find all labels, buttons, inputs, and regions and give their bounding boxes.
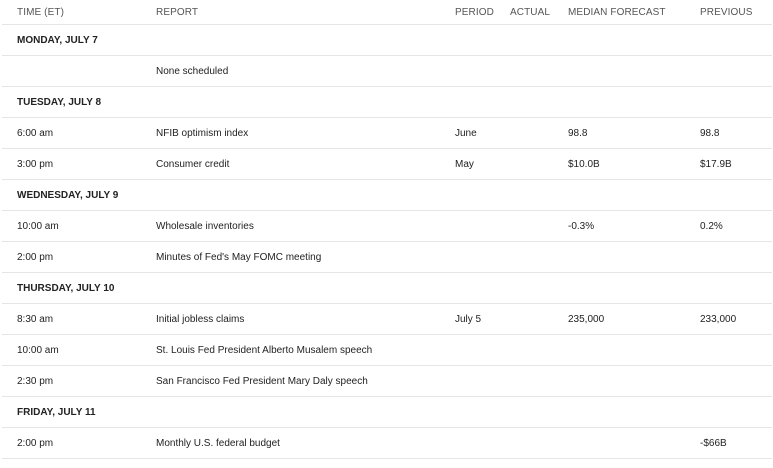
event-median-forecast: -0.3%: [553, 211, 685, 242]
column-header-previous: PREVIOUS: [685, 0, 772, 25]
table-row: [2, 118, 772, 149]
event-period: [440, 56, 495, 87]
event-period: July 5: [440, 304, 495, 335]
event-actual: [495, 211, 553, 242]
event-time: 10:00 am: [2, 211, 141, 242]
event-previous: -$66B: [685, 428, 772, 459]
event-report: Minutes of Fed's May FOMC meeting: [141, 242, 440, 273]
event-actual: [495, 335, 553, 366]
event-median-forecast: [553, 242, 685, 273]
event-report: None scheduled: [141, 56, 440, 87]
table-body: [2, 25, 772, 459]
event-actual: [495, 56, 553, 87]
column-header-time: TIME (ET): [2, 0, 141, 25]
event-report: Monthly U.S. federal budget: [141, 428, 440, 459]
event-period: June: [440, 118, 495, 149]
column-header-report: REPORT: [141, 0, 440, 25]
event-time: 6:00 am: [2, 118, 141, 149]
economic-calendar-table: [2, 0, 772, 459]
event-time: 2:30 pm: [2, 366, 141, 397]
day-label: TUESDAY, JULY 8: [2, 87, 772, 118]
event-report: St. Louis Fed President Alberto Musalem speech: [141, 335, 440, 366]
event-previous: [685, 335, 772, 366]
event-median-forecast: [553, 428, 685, 459]
event-median-forecast: [553, 335, 685, 366]
event-previous: $17.9B: [685, 149, 772, 180]
event-actual: [495, 149, 553, 180]
event-actual: [495, 118, 553, 149]
event-period: [440, 428, 495, 459]
event-period: [440, 211, 495, 242]
day-label: FRIDAY, JULY 11: [2, 397, 772, 428]
event-report: San Francisco Fed President Mary Daly speech: [141, 366, 440, 397]
event-previous: [685, 56, 772, 87]
table-row: [2, 366, 772, 397]
event-previous: [685, 242, 772, 273]
day-header-row: [2, 397, 772, 428]
event-median-forecast: $10.0B: [553, 149, 685, 180]
column-header-median-forecast: MEDIAN FORECAST: [553, 0, 685, 25]
table-row: [2, 56, 772, 87]
table-row: [2, 242, 772, 273]
column-header-actual: ACTUAL: [495, 0, 553, 25]
event-previous: 233,000: [685, 304, 772, 335]
day-label: THURSDAY, JULY 10: [2, 273, 772, 304]
table-header: [2, 0, 772, 25]
event-median-forecast: [553, 56, 685, 87]
event-previous: [685, 366, 772, 397]
event-median-forecast: 98.8: [553, 118, 685, 149]
day-label: MONDAY, JULY 7: [2, 25, 772, 56]
column-header-period: PERIOD: [440, 0, 495, 25]
event-previous: 0.2%: [685, 211, 772, 242]
event-time: 3:00 pm: [2, 149, 141, 180]
event-period: [440, 242, 495, 273]
table-row: [2, 335, 772, 366]
event-report: Consumer credit: [141, 149, 440, 180]
event-median-forecast: 235,000: [553, 304, 685, 335]
event-period: May: [440, 149, 495, 180]
event-report: NFIB optimism index: [141, 118, 440, 149]
event-period: [440, 335, 495, 366]
event-median-forecast: [553, 366, 685, 397]
table-row: [2, 149, 772, 180]
header-row: [2, 0, 772, 25]
event-report: Initial jobless claims: [141, 304, 440, 335]
table-row: [2, 304, 772, 335]
day-header-row: [2, 25, 772, 56]
event-period: [440, 366, 495, 397]
event-time: [2, 56, 141, 87]
day-header-row: [2, 87, 772, 118]
event-report: Wholesale inventories: [141, 211, 440, 242]
event-time: 10:00 am: [2, 335, 141, 366]
event-actual: [495, 366, 553, 397]
table-row: [2, 211, 772, 242]
event-actual: [495, 304, 553, 335]
event-time: 8:30 am: [2, 304, 141, 335]
table-row: [2, 428, 772, 459]
day-label: WEDNESDAY, JULY 9: [2, 180, 772, 211]
event-actual: [495, 428, 553, 459]
event-actual: [495, 242, 553, 273]
event-time: 2:00 pm: [2, 242, 141, 273]
event-time: 2:00 pm: [2, 428, 141, 459]
day-header-row: [2, 273, 772, 304]
event-previous: 98.8: [685, 118, 772, 149]
day-header-row: [2, 180, 772, 211]
